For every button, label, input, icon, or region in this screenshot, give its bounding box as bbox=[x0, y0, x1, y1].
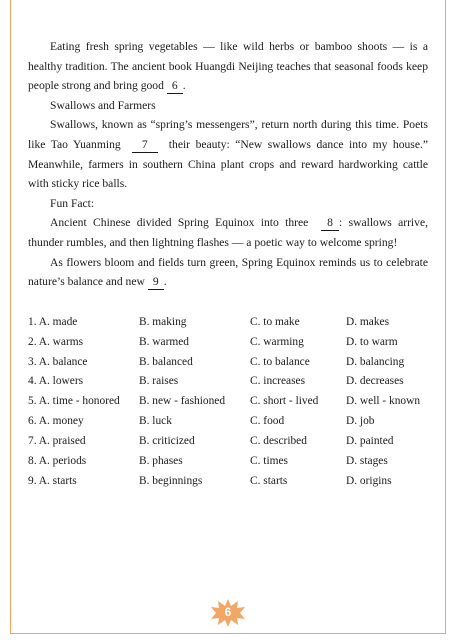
option-c[interactable]: C. times bbox=[250, 455, 288, 468]
paragraph-conclusion bbox=[28, 253, 428, 292]
paragraph-text: Swallows, known as “spring’s messengers”, return north during this time. Poets like Tao Yuanming bbox=[28, 118, 428, 151]
option-row bbox=[28, 452, 428, 472]
option-c[interactable]: C. warming bbox=[250, 335, 304, 348]
option-d[interactable]: D. well - known bbox=[346, 395, 421, 408]
paragraph-vegetables bbox=[28, 37, 428, 96]
option-d[interactable]: D. balancing bbox=[346, 355, 405, 368]
paragraph-fun-fact bbox=[28, 213, 428, 252]
option-d[interactable]: D. stages bbox=[346, 455, 388, 468]
paragraph-text: As flowers bloom and fields turn green, Spring Equinox reminds us to celebrate nature’s balance and new bbox=[28, 255, 428, 289]
option-row bbox=[28, 353, 428, 373]
option-d[interactable]: D. job bbox=[346, 415, 375, 428]
option-row bbox=[28, 412, 428, 432]
option-b[interactable]: B. balanced bbox=[139, 355, 193, 368]
option-c[interactable]: C. short - lived bbox=[250, 395, 319, 408]
option-d[interactable]: D. origins bbox=[346, 474, 392, 487]
option-a[interactable]: 1. A. made bbox=[28, 315, 78, 328]
blank-7[interactable]: 7 bbox=[132, 138, 158, 153]
option-b[interactable]: B. beginnings bbox=[139, 474, 203, 487]
paragraph-text: their beauty: “New swallows dance into my house.” Meanwhile, farmers in southern China plant crops and reward hardworking cattle with sticky rice balls. bbox=[28, 137, 429, 191]
option-a[interactable]: 2. A. warms bbox=[28, 335, 84, 348]
blank-8[interactable]: 8 bbox=[321, 216, 339, 231]
options-list bbox=[28, 313, 428, 492]
option-b[interactable]: B. criticized bbox=[139, 435, 195, 448]
page-number-badge bbox=[208, 598, 248, 628]
paragraph-swallows bbox=[28, 115, 428, 193]
option-c[interactable]: C. food bbox=[250, 415, 285, 428]
option-b[interactable]: B. warmed bbox=[139, 335, 189, 348]
option-row bbox=[28, 333, 428, 353]
option-b[interactable]: B. making bbox=[139, 315, 187, 328]
option-d[interactable]: D. painted bbox=[346, 435, 394, 448]
blank-6[interactable]: 6 bbox=[167, 79, 183, 94]
heading-fun-fact: Fun Fact: bbox=[50, 196, 95, 210]
option-row bbox=[28, 372, 428, 392]
blank-9[interactable]: 9 bbox=[148, 275, 164, 290]
option-a[interactable]: 6. A. money bbox=[28, 415, 84, 428]
option-a[interactable]: 5. A. time - honored bbox=[28, 395, 120, 408]
paragraph-text: Eating fresh spring vegetables — like wild herbs or bamboo shoots — is a healthy tradition. The ancient book Huangdi Neijing teaches that seasonal foods keep people strong and bring good bbox=[28, 40, 428, 93]
option-d[interactable]: D. to warm bbox=[346, 335, 398, 348]
option-c[interactable]: C. starts bbox=[250, 474, 288, 487]
paragraph-text: : swallows arrive, thunder rumbles, and then lightning flashes — a poetic way to welcome spring! bbox=[28, 216, 428, 249]
option-a[interactable]: 9. A. starts bbox=[28, 474, 77, 487]
section-gap bbox=[28, 292, 428, 313]
option-d[interactable]: D. decreases bbox=[346, 375, 404, 388]
option-row bbox=[28, 472, 428, 492]
option-b[interactable]: B. luck bbox=[139, 415, 172, 428]
option-a[interactable]: 8. A. periods bbox=[28, 455, 87, 468]
option-c[interactable]: C. increases bbox=[250, 375, 306, 388]
worksheet-content bbox=[28, 37, 428, 492]
page-number: 6 bbox=[224, 605, 232, 619]
option-c[interactable]: C. described bbox=[250, 435, 307, 448]
option-a[interactable]: 3. A. balance bbox=[28, 355, 88, 368]
option-d[interactable]: D. makes bbox=[346, 315, 390, 328]
option-c[interactable]: C. to make bbox=[250, 315, 300, 328]
option-b[interactable]: B. phases bbox=[139, 455, 183, 468]
option-a[interactable]: 7. A. praised bbox=[28, 435, 86, 448]
paragraph-text: . bbox=[182, 79, 186, 93]
heading-swallows: Swallows and Farmers bbox=[50, 98, 156, 112]
option-b[interactable]: B. new - fashioned bbox=[139, 395, 226, 408]
option-row bbox=[28, 432, 428, 452]
paragraph-text: Ancient Chinese divided Spring Equinox into three bbox=[50, 216, 309, 230]
option-row bbox=[28, 392, 428, 412]
paragraph-text: . bbox=[163, 275, 167, 289]
option-a[interactable]: 4. A. lowers bbox=[28, 375, 84, 388]
option-c[interactable]: C. to balance bbox=[250, 355, 310, 368]
option-b[interactable]: B. raises bbox=[139, 375, 179, 388]
option-row bbox=[28, 313, 428, 333]
